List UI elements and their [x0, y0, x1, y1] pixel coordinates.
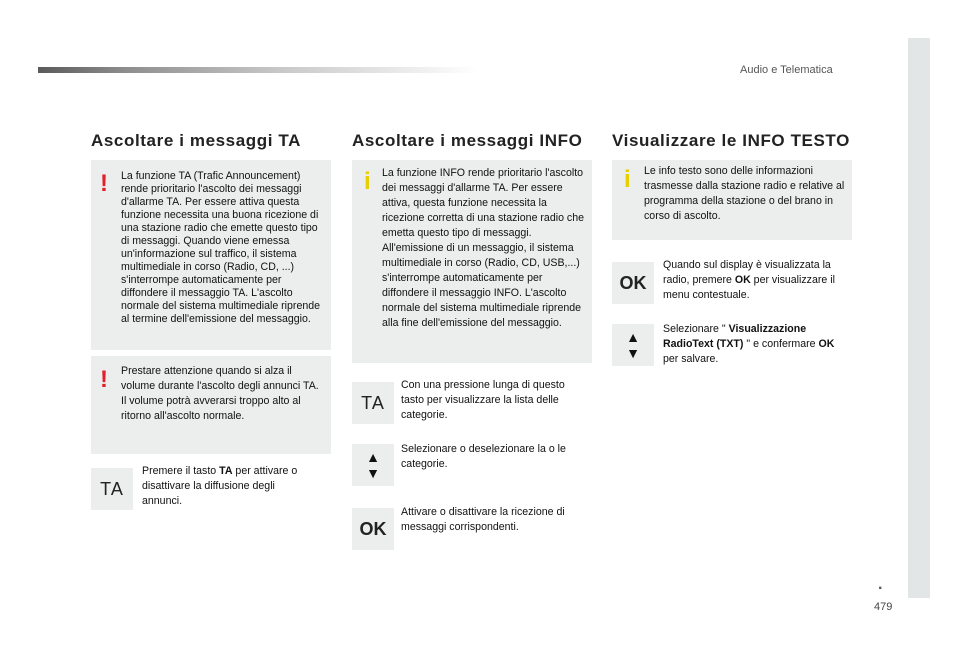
warning-text-2: Prestare attenzione quando si alza il volume durante l'ascolto degli annunci TA. Il volume potrà avverarsi troppo alto al ritorno all'ascolto normale.: [121, 365, 319, 422]
col3-step2-text: Selezionare " Visualizzazione RadioText (TXT) " e confermare OK per salvare.: [663, 323, 835, 365]
ta-key-label: TA: [100, 478, 124, 499]
section-label: Audio e Telematica: [740, 64, 833, 76]
col3-step1-text: Quando sul display è visualizzata la radio, premere OK per visualizzare il menu contestuale.: [663, 259, 835, 301]
col2-title: Ascoltare i messaggi INFO: [352, 131, 583, 150]
warning-icon: !: [100, 366, 108, 393]
info-icon: i: [624, 166, 631, 193]
col3-title: Visualizzare le INFO TESTO: [612, 131, 850, 150]
col2-step3-text: Attivare o disattivare la ricezione di messaggi corrispondenti.: [401, 506, 565, 533]
info-icon: i: [364, 168, 371, 195]
warning-box-1: [91, 160, 331, 350]
info-text-2: La funzione INFO rende prioritario l'ascolto dei messaggi d'allarme TA. Per essere attiva, questa funzione necessita la ricezione corretta di una stazione radio che emetta questo tipo di messaggi. All'emissione di un messaggio, il sistema multimediale in corso (Radio, CD, USB,...) s'interrompe automaticamente per diffondere il messaggio INFO. L'ascolto normale del sistema multimediale riprende alla fine dell'emissione del messaggio.: [382, 167, 584, 329]
info-box-2: [352, 160, 592, 363]
warning-box-2: [91, 356, 331, 454]
col2-step2-text: Selezionare o deselezionare la o le categorie.: [401, 443, 566, 470]
page-number: 479: [874, 601, 893, 613]
up-arrow-icon: ▲: [366, 449, 380, 465]
page-dot: .: [878, 576, 883, 593]
up-arrow-icon: ▲: [626, 329, 640, 345]
ta-key-label: TA: [361, 392, 385, 413]
page-side-strip: [908, 38, 930, 598]
info-box-3: [612, 160, 852, 240]
ok-key-label: OK: [359, 518, 387, 539]
header-gradient-bar: [38, 67, 478, 73]
ta-button: [91, 468, 133, 510]
col1-step-text: Premere il tasto TA per attivare o disattivare la diffusione degli annunci.: [142, 465, 298, 507]
updown-button: [352, 444, 394, 486]
down-arrow-icon: ▼: [626, 345, 640, 361]
warning-text-1: La funzione TA (Trafic Announcement) rende prioritario l'ascolto dei messaggi d'allarme TA. Per essere attiva questa funzione necessita una buona ricezione di una stazione radio che emette questo tipo di messaggi. Quando viene emessa un'informazione sul traffico, il sistema multimediale in corso (Radio, CD, ...) s'interrompe automaticamente per diffondere il messaggio TA. L'ascolto normale del sistema multimediale riprende al termine dell'emissione del messaggio.: [121, 170, 321, 325]
col1-title: Ascoltare i messaggi TA: [91, 131, 301, 150]
warning-icon: !: [100, 170, 108, 197]
ok-key-label: OK: [619, 272, 647, 293]
col2-step1-text: Con una pressione lunga di questo tasto per visualizzare la lista delle categorie.: [401, 379, 565, 421]
ok-button: [612, 262, 654, 304]
ta-button: [352, 382, 394, 424]
ok-button: [352, 508, 394, 550]
down-arrow-icon: ▼: [366, 465, 380, 481]
updown-button: [612, 324, 654, 366]
info-text-3: Le info testo sono delle informazioni trasmesse dalla stazione radio e relative al programma della stazione o del brano in corso di ascolto.: [644, 165, 845, 222]
